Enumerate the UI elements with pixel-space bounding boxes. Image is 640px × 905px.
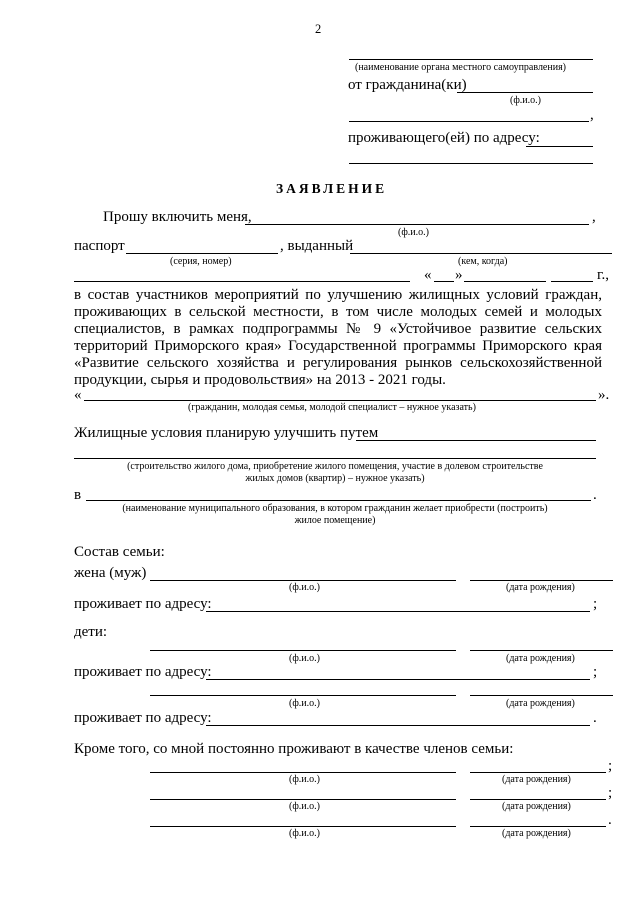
body-line: продукции, сырья и продовольствия» на 2013 - 2021 годы. <box>74 372 446 388</box>
other3-dob-caption: (дата рождения) <box>502 828 571 839</box>
category-line <box>84 400 596 401</box>
quote-close: » <box>455 267 463 283</box>
in-label: в <box>74 487 82 503</box>
passport-label: паспорт <box>74 238 125 254</box>
other3-fio-line <box>150 826 456 827</box>
child2-dob-caption: (дата рождения) <box>506 698 575 709</box>
address-label: проживающего(ей) по адресу: <box>348 130 540 146</box>
address-line-1 <box>526 146 593 147</box>
other1-semicolon: ; <box>608 758 613 774</box>
header-fio-caption: (ф.и.о.) <box>510 95 541 106</box>
municipality-caption-1: (наименование муниципального образования, в котором гражданин желает приобрести (построить) <box>122 503 548 514</box>
housing-method-line <box>356 440 596 441</box>
child1-address-line <box>206 679 590 680</box>
child2-fio-caption: (ф.и.о.) <box>289 698 320 709</box>
applicant-fio-line <box>245 224 589 225</box>
method-caption-1: (строительство жилого дома, приобретение жилого помещения, участие в долевом строительстве <box>127 461 543 472</box>
spouse-address-label: проживает по адресу: <box>74 596 212 612</box>
other2-fio-caption: (ф.и.о.) <box>289 801 320 812</box>
other2-dob-caption: (дата рождения) <box>502 801 571 812</box>
passport-series-line <box>126 253 278 254</box>
child2-address-period: . <box>593 710 597 726</box>
category-quote-open: « <box>74 387 82 403</box>
child1-address-label: проживает по адресу: <box>74 664 212 680</box>
child1-address-semicolon: ; <box>593 664 598 680</box>
other3-period: . <box>608 812 612 828</box>
other1-dob-caption: (дата рождения) <box>502 774 571 785</box>
spouse-fio-caption: (ф.и.о.) <box>289 582 320 593</box>
issued-label: , выданный <box>280 238 354 254</box>
from-label: от гражданина(ки) <box>348 77 467 93</box>
other3-fio-caption: (ф.и.о.) <box>289 828 320 839</box>
child2-address-label: проживает по адресу: <box>74 710 212 726</box>
other2-fio-line <box>150 799 456 800</box>
year-suffix: г., <box>597 267 609 283</box>
child1-dob-line <box>470 650 613 651</box>
spouse-address-line <box>206 611 590 612</box>
issuer-caption: (кем, когда) <box>458 256 508 267</box>
child2-fio-line <box>150 695 456 696</box>
municipality-line <box>86 500 591 501</box>
header-comma: , <box>590 107 594 123</box>
other1-fio-line <box>150 772 456 773</box>
others-heading: Кроме того, со мной постоянно проживают в качестве членов семьи: <box>74 741 514 757</box>
child1-dob-caption: (дата рождения) <box>506 653 575 664</box>
quote-open: « <box>424 267 432 283</box>
child1-fio-line <box>150 650 456 651</box>
body-line: проживающих в сельской местности, в том числе молодых семей и молодых <box>74 304 602 320</box>
other3-dob-line <box>470 826 606 827</box>
body-line: специалистов, в рамках подпрограммы № 9 «Устойчивое развитие сельских <box>74 321 602 337</box>
spouse-label: жена (муж) <box>74 565 147 581</box>
request-body <box>74 287 602 389</box>
spouse-dob-caption: (дата рождения) <box>506 582 575 593</box>
address-line-2 <box>349 163 593 164</box>
children-label: дети: <box>74 624 108 640</box>
housing-plan-label: Жилищные условия планирую улучшить путем <box>74 425 379 441</box>
applicant-fio-caption: (ф.и.о.) <box>398 227 429 238</box>
method-caption-2: жилых домов (квартир) – нужное указать) <box>245 473 425 484</box>
page-number: 2 <box>315 22 322 36</box>
child2-dob-line <box>470 695 613 696</box>
municipality-caption-2: жилое помещение) <box>294 515 376 526</box>
spouse-dob-line <box>470 580 613 581</box>
spouse-fio-line <box>150 580 456 581</box>
document-title: ЗАЯВЛЕНИЕ <box>276 181 388 196</box>
year-line <box>551 281 593 282</box>
other2-semicolon: ; <box>608 785 613 801</box>
issuer-line-2 <box>74 281 410 282</box>
issuer-line <box>350 253 612 254</box>
series-caption: (серия, номер) <box>170 256 232 267</box>
family-heading: Состав семьи: <box>74 544 165 560</box>
other2-dob-line <box>470 799 606 800</box>
other1-fio-caption: (ф.и.о.) <box>289 774 320 785</box>
municipality-period: . <box>593 487 597 503</box>
fio-line-2 <box>349 121 589 122</box>
body-line: в состав участников мероприятий по улучшению жилищных условий граждан, <box>74 287 602 303</box>
month-line <box>464 281 546 282</box>
housing-method-line-2 <box>74 458 596 459</box>
body-line: «Развитие сельского хозяйства и регулирования рынков сельскохозяйственной <box>74 355 602 371</box>
category-quote-close: ». <box>598 387 610 403</box>
authority-caption: (наименование органа местного самоуправления) <box>355 62 567 73</box>
child1-fio-caption: (ф.и.о.) <box>289 653 320 664</box>
authority-line <box>349 59 593 60</box>
from-line <box>457 92 593 93</box>
request-comma: , <box>592 209 596 225</box>
other1-dob-line <box>470 772 606 773</box>
body-line: территорий Приморского края» Государственной программы Приморского края <box>74 338 602 354</box>
category-caption: (гражданин, молодая семья, молодой специалист – нужное указать) <box>188 402 476 413</box>
child2-address-line <box>206 725 590 726</box>
day-line <box>434 281 454 282</box>
include-label: Прошу включить меня, <box>103 209 252 225</box>
spouse-address-semicolon: ; <box>593 596 598 612</box>
